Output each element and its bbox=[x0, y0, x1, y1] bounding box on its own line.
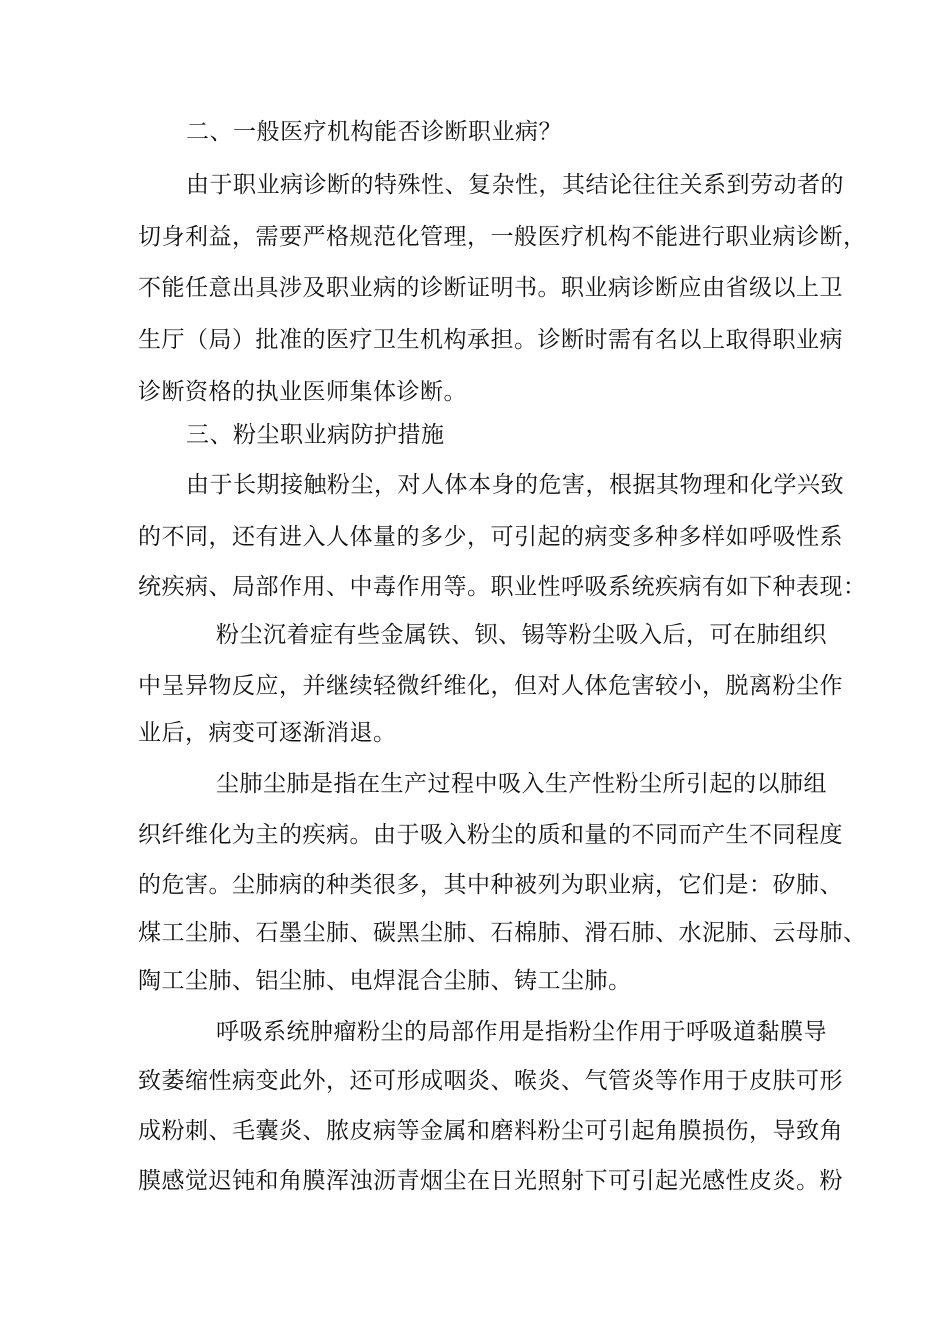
text-line: 致萎缩性病变此外，还可形成咽炎、喉炎、气管炎等作用于皮肤可形 bbox=[138, 1068, 843, 1094]
text-line: 由于职业病诊断的特殊性、复杂性，其结论往往关系到劳动者的 bbox=[186, 172, 844, 198]
text-line: 的不同，还有进入人体量的多少，可引起的病变多种多样如呼吸性系 bbox=[138, 524, 843, 550]
text-line: 呼吸系统肿瘤粉尘的局部作用是指粉尘作用于呼吸道黏膜导 bbox=[216, 1019, 827, 1045]
text-line: 不能任意出具涉及职业病的诊断证明书。职业病诊断应由省级以上卫 bbox=[138, 275, 843, 301]
text-line: 成粉刺、毛囊炎、脓皮病等金属和磨料粉尘可引起角膜损伤，导致角 bbox=[138, 1118, 843, 1144]
text-line: 业后，病变可逐渐消退。 bbox=[138, 720, 397, 746]
text-line: 由于长期接触粉尘，对人体本身的危害，根据其物理和化学兴致 bbox=[186, 472, 844, 498]
text-line: 陶工尘肺、铝尘肺、电焊混合尘肺、铸工尘肺。 bbox=[138, 968, 632, 994]
text-line: 粉尘沉着症有些金属铁、钡、锡等粉尘吸入后，可在肺组织 bbox=[216, 622, 827, 648]
text-line: 切身利益，需要严格规范化管理，一般医疗机构不能进行职业病诊断， bbox=[138, 224, 867, 250]
text-line: 膜感觉迟钝和角膜浑浊沥青烟尘在日光照射下可引起光感性皮炎。粉 bbox=[138, 1168, 843, 1194]
text-line: 诊断资格的执业医师集体诊断。 bbox=[138, 379, 467, 405]
text-line: 生厅（局）批准的医疗卫生机构承担。诊断时需有名以上取得职业病 bbox=[138, 327, 843, 353]
text-line: 煤工尘肺、石墨尘肺、碳黑尘肺、石棉肺、滑石肺、水泥肺、云母肺、 bbox=[138, 920, 867, 946]
section-heading-3: 三、粉尘职业病防护措施 bbox=[186, 422, 445, 448]
text-line: 的危害。尘肺病的种类很多，其中种被列为职业病，它们是：矽肺、 bbox=[138, 872, 843, 898]
text-line: 统疾病、局部作用、中毒作用等。职业性呼吸系统疾病有如下种表现： bbox=[138, 574, 867, 600]
section-heading-2: 二、一般医疗机构能否诊断职业病？ bbox=[186, 119, 562, 145]
text-line: 尘肺尘肺是指在生产过程中吸入生产性粉尘所引起的以肺组 bbox=[216, 771, 827, 797]
text-line: 织纤维化为主的疾病。由于吸入粉尘的质和量的不同而产生不同程度 bbox=[138, 822, 843, 848]
text-line: 中呈异物反应，并继续轻微纤维化，但对人体危害较小，脱离粉尘作 bbox=[138, 673, 843, 699]
